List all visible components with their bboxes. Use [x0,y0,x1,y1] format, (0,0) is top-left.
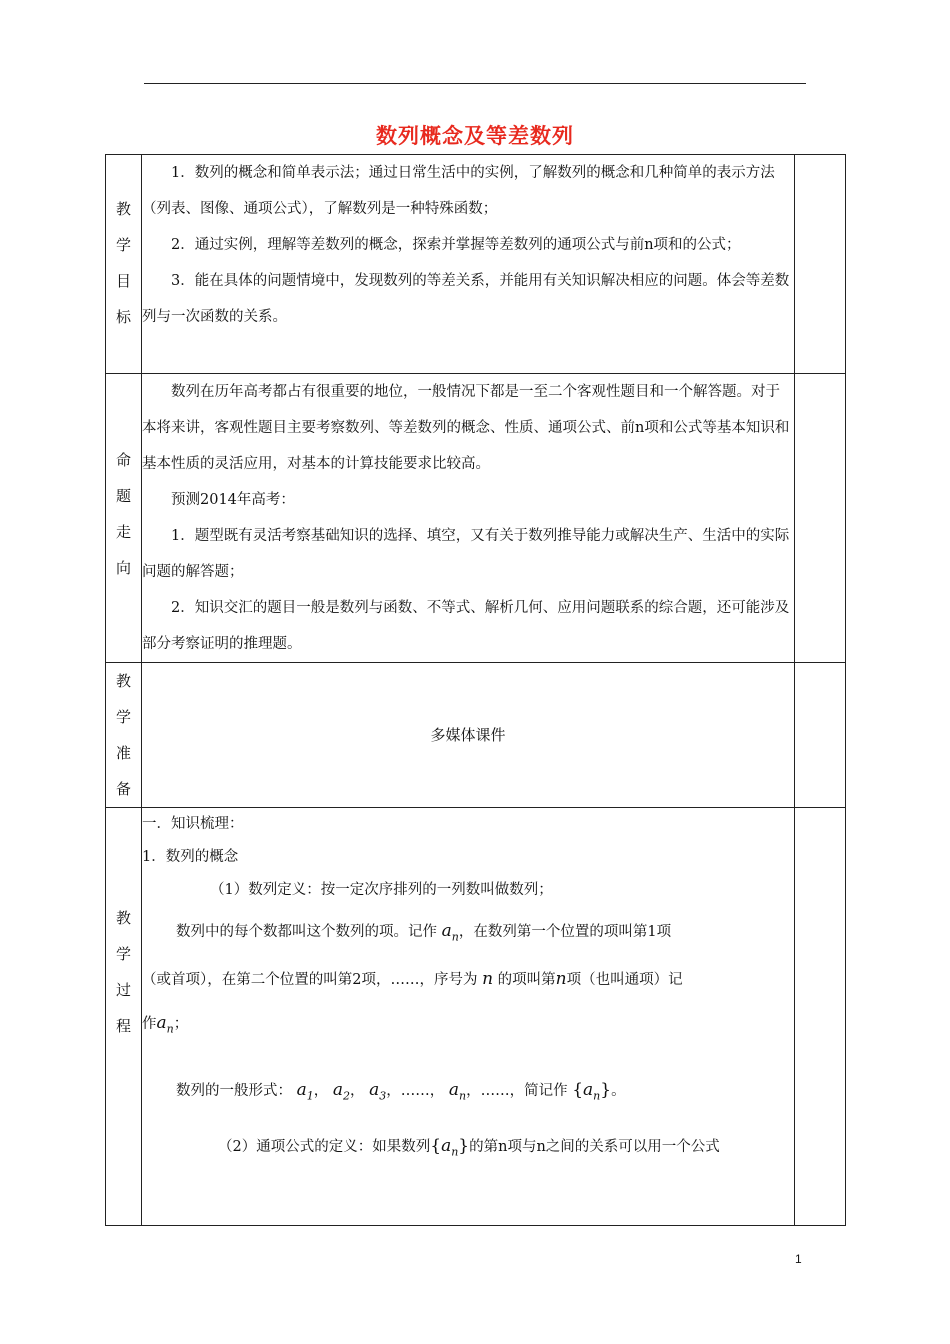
text-span: 数列的一般形式： [176,1082,292,1099]
math-a-n [156,1013,174,1036]
section-heading: 一．知识梳理： [142,816,244,832]
label-char: 教 [115,672,131,690]
text-span: 项（也叫通项）记 [566,972,683,989]
label-char: 学 [115,236,131,254]
empty-cell [795,663,846,808]
math-subscript: 2 [343,1089,350,1103]
goal-item: 2．通过实例，理解等差数列的概念，探索并掌握等差数列的通项公式与前n项和的公式； [171,237,741,253]
label-char: 标 [115,308,131,326]
math-a2 [332,1079,350,1103]
math-a-n [441,921,459,944]
math-n: n [555,969,567,990]
trend-paragraph: 1．题型既有灵活考察基础知识的选择、填空，又有关于数列推导能力或解决生产、生活中的实际问题的解答题； [142,528,790,580]
prep-content [142,663,795,808]
page-number: 1 [795,1252,802,1266]
empty-cell [795,808,846,1226]
text-span: …… [480,1082,510,1099]
term-paragraph-line-3: 作$a_n$； [142,1013,189,1036]
row-label-trend [106,374,142,663]
math-subscript: 1 [306,1089,314,1103]
empty-cell [795,374,846,663]
definition-1: （1）数列定义：按一定次序排列的一列数叫做数列； [210,882,553,898]
math-symbol: a [156,1013,167,1034]
math-subscript: n [459,1089,467,1103]
math-symbol: a [441,1136,452,1157]
label-char: 题 [115,487,131,505]
row-label-prep [106,663,142,808]
math-subscript: n [593,1089,601,1103]
row-label-process [106,808,142,1226]
label-char: 学 [115,708,131,726]
text-span: 作 [142,1016,157,1033]
math-symbol: a [369,1079,380,1100]
row-label-goals [106,155,142,374]
subsection-heading: 1．数列的概念 [142,849,239,865]
row-teaching-prep [106,663,846,808]
math-symbol: a [332,1079,343,1100]
label-char: 走 [115,523,131,541]
term-paragraph-line-2 [142,963,794,997]
header-rule [144,83,806,84]
document-title: 数列概念及等差数列 [376,124,574,148]
math-symbol: a [441,921,452,941]
definition-2 [142,1130,794,1168]
text-span: 的项叫第 [497,972,556,989]
empty-cell [795,155,846,374]
math-subscript: 3 [379,1089,387,1103]
goals-content [142,155,795,374]
trend-paragraph: 2．知识交汇的题目一般是数列与函数、不等式、解析几何、应用问题联系的综合题，还可能涉及部分考察证明的推理题。 [142,600,790,652]
math-a3 [369,1079,387,1103]
row-teaching-process [106,808,846,1226]
text-span: 的第n项与n之间的关系可以用一个公式 [469,1139,720,1156]
label-char: 目 [115,272,131,290]
label-char: 向 [115,559,131,577]
trend-paragraph: 预测2014年高考： [171,492,295,508]
math-n: n [482,969,494,990]
math-subscript: n [451,930,459,944]
label-char: 准 [115,744,131,762]
goal-item: 1．数列的概念和简单表示法；通过日常生活中的实例，了解数列的概念和几种简单的表示方法（列表、图像、通项公式），了解数列是一种特殊函数； [142,165,775,217]
math-subscript: n [451,1145,459,1159]
math-symbol: a [583,1079,594,1100]
term-paragraph-line-1 [142,915,794,953]
math-a1 [296,1079,314,1103]
text-span: （2）通项公式的定义：如果数列 [218,1139,431,1156]
math-seq-an: $\{a_n\}$ [430,1136,470,1159]
label-char: 备 [115,780,131,798]
text-span: 数列中的每个数都叫这个数列的项。记作 [176,924,437,940]
text-span: …… [400,1082,430,1099]
math-seq-an: $\{a_n\}$ [572,1079,612,1103]
math-symbol: a [448,1079,459,1100]
label-char: 教 [115,909,131,927]
goal-item: 3．能在具体的问题情境中，发现数列的等差关系，并能用有关知识解决相应的问题。体会等差数列与一次函数的关系。 [142,273,790,325]
label-char: 过 [115,981,131,999]
trend-content [142,374,795,663]
math-subscript: n [166,1022,174,1036]
text-span: ，简记作 [509,1082,568,1099]
label-char: 教 [115,200,131,218]
math-a-n [448,1079,467,1103]
row-exam-trend [106,374,846,663]
label-char: 学 [115,945,131,963]
general-form: 数列的一般形式： $a_1$， $a_2$， $a_3$，……， $a_n$，……，简记作 $\{a_n\}$。 [176,1079,626,1103]
label-char: 命 [115,451,131,469]
trend-paragraph: 数列在历年高考都占有很重要的地位，一般情况下都是一至二个客观性题目和一个解答题。对于本将来讲，客观性题目主要考察数列、等差数列的概念、性质、通项公式、前n项和公式等基本知识和基本性质的灵活应用，对基本的计算技能要求比较高。 [142,384,790,472]
label-char: 程 [115,1017,131,1035]
text-span: ，在数列第一个位置的项叫第1项 [458,924,672,940]
row-teaching-goals [106,155,846,374]
text-span: （或首项），在第二个位置的叫第2项，……，序号为 [142,972,478,989]
lesson-plan-table [105,154,846,1226]
process-content [142,808,795,1226]
math-symbol: a [296,1079,307,1100]
prep-text: 多媒体课件 [430,726,506,744]
